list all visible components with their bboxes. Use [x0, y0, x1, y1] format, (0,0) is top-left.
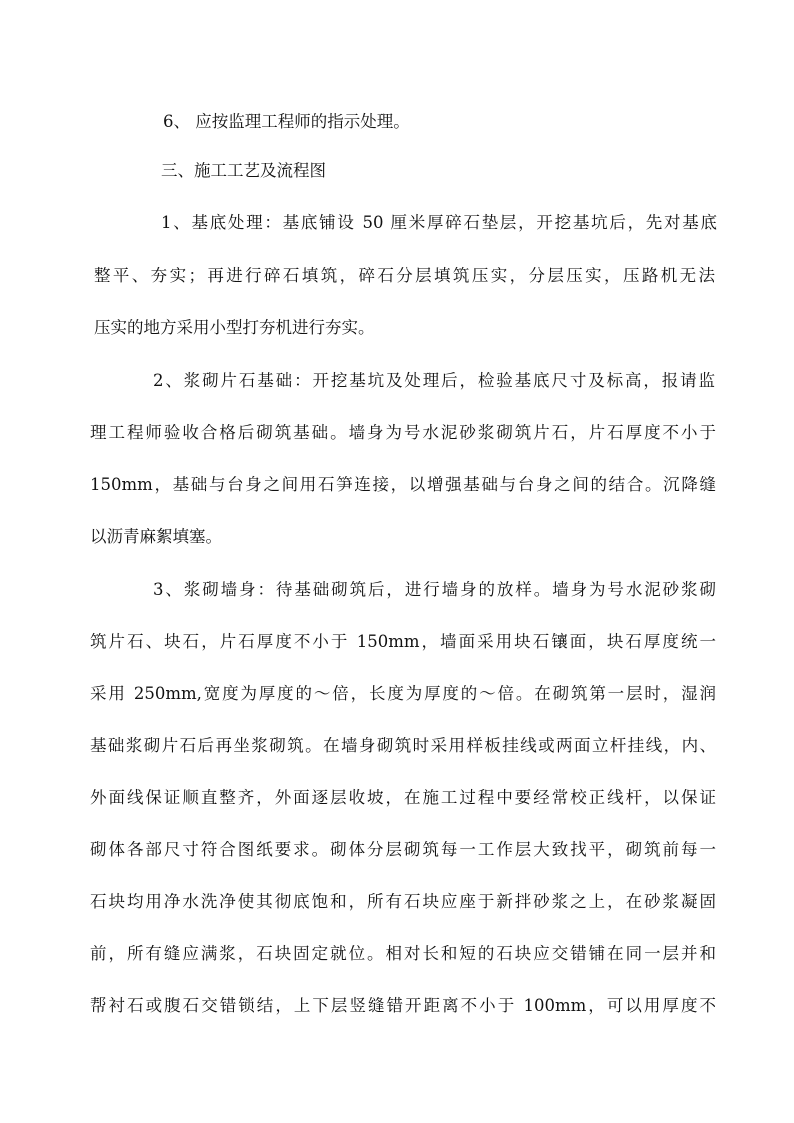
paragraph-3-line-5: 外面线保证顺直整齐，外面逐层收坡，在施工过程中要经常校正线杆，以保证 — [90, 788, 716, 807]
paragraph-3-line-4: 基础浆砌片石后再坐浆砌筑。在墙身砌筑时采用样板挂线或两面立杆挂线，内、 — [90, 736, 716, 755]
paragraph-3-line-9: 帮衬石或腹石交错锁结，上下层竖缝错开距离不小于 100mm，可以用厚度不 — [90, 996, 716, 1015]
paragraph-2-line-3: 150mm，基础与台身之间用石笋连接，以增强基础与台身之间的结合。沉降缝 — [90, 475, 716, 494]
paragraph-3-line-1: 3、浆砌墙身：待基础砌筑后，进行墙身的放样。墙身为号水泥砂浆砌 — [153, 580, 716, 599]
paragraph-2-line-4: 以沥青麻絮填塞。 — [90, 527, 222, 546]
paragraph-3-line-8: 前，所有缝应满浆，石块固定就位。相对长和短的石块应交错铺在同一层并和 — [90, 944, 716, 963]
paragraph-3-line-6: 砌体各部尺寸符合图纸要求。砌体分层砌筑每一工作层大致找平，砌筑前每一 — [90, 840, 716, 859]
section-heading: 三、施工工艺及流程图 — [161, 161, 326, 180]
paragraph-item-6: 6、 应按监理工程师的指示处理。 — [163, 112, 410, 131]
paragraph-1-line-3: 压实的地方采用小型打夯机进行夯实。 — [94, 318, 375, 337]
paragraph-3-line-3: 采用 250mm,宽度为厚度的～倍，长度为厚度的～倍。在砌筑第一层时，湿润 — [90, 684, 716, 703]
paragraph-3-line-2: 筑片石、块石，片石厚度不小于 150mm，墙面采用块石镶面，块石厚度统一 — [90, 632, 716, 651]
paragraph-2-line-1: 2、浆砌片石基础：开挖基坑及处理后，检验基底尺寸及标高，报请监 — [153, 371, 715, 390]
paragraph-2-line-2: 理工程师验收合格后砌筑基础。墙身为号水泥砂浆砌筑片石，片石厚度不小于 — [90, 423, 716, 442]
paragraph-3-line-7: 石块均用净水洗净使其彻底饱和，所有石块应座于新拌砂浆之上，在砂浆凝固 — [90, 892, 716, 911]
paragraph-1-line-2: 整平、夯实；再进行碎石填筑，碎石分层填筑压实，分层压实，压路机无法 — [94, 266, 715, 285]
paragraph-1-line-1: 1、基底处理：基底铺设 50 厘米厚碎石垫层，开挖基坑后，先对基底 — [161, 213, 717, 232]
